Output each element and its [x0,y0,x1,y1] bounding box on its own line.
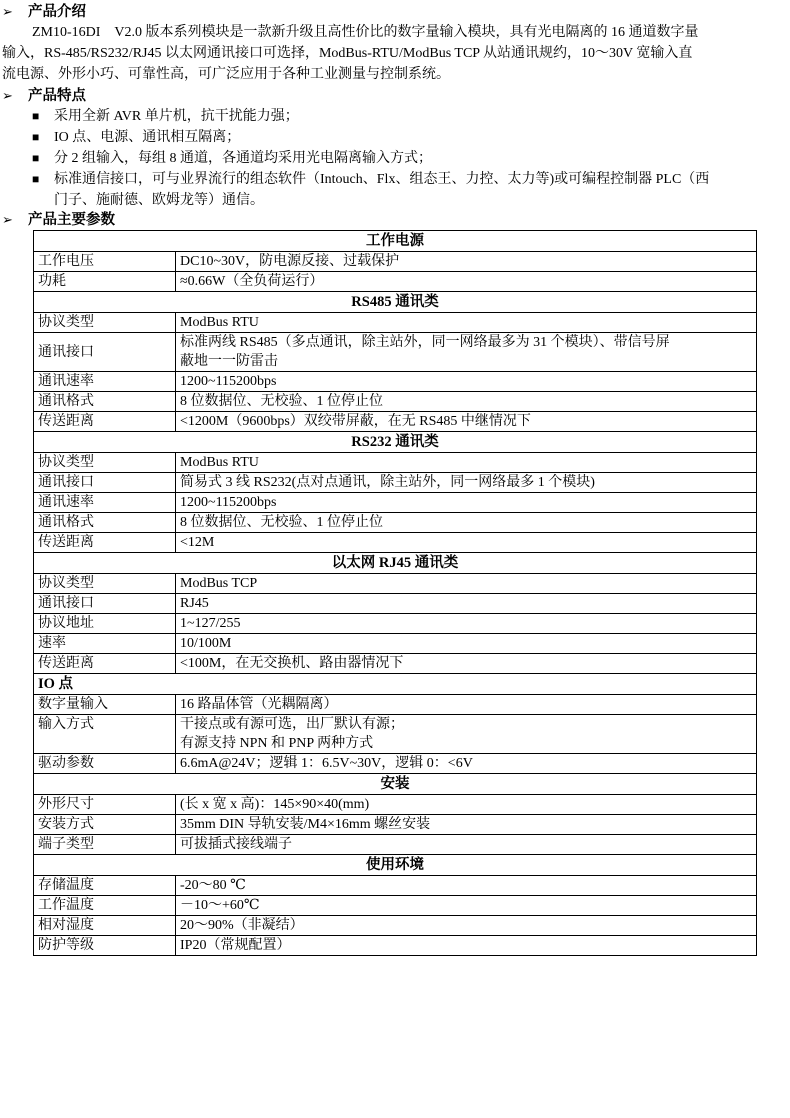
section-heading-params [2,210,115,230]
arrowhead-icon: ➢ [2,212,13,227]
table-row: 通讯速率 1200~115200bps [34,493,757,513]
table-row: 工作温度 －10～+60℃ [34,896,757,916]
spec-table [33,230,757,956]
section-heading-features [2,86,86,106]
table-row: 安装方式 35mm DIN 导轨安装/M4×16mm 螺丝安装 [34,815,757,835]
group-title-io: IO 点 [34,674,757,695]
table-row: 功耗 ≈0.66W（全负荷运行） [34,272,757,292]
table-row: 传送距离 <1200M（9600bps）双绞带屏蔽，在无 RS485 中继情况下 [34,412,757,432]
table-row: 通讯接口 RJ45 [34,594,757,614]
group-title-env: 使用环境 [34,855,757,876]
square-bullet-icon: ■ [32,109,40,123]
square-bullet-icon: ■ [32,151,40,165]
table-row: 相对湿度 20～90%（非凝结） [34,916,757,936]
table-row: 传送距离 <12M [34,533,757,553]
table-row: 防护等级 IP20（常规配置） [34,936,757,956]
table-row: 通讯格式 8 位数据位、无校验、1 位停止位 [34,513,757,533]
feature-item: ■ IO 点、电源、通讯相互隔离； [32,127,240,148]
heading-text: 产品主要参数 [28,212,115,228]
table-row: 协议类型 ModBus RTU [34,453,757,473]
square-bullet-icon: ■ [32,172,40,186]
heading-text: 产品介绍 [28,4,86,20]
feature-item-continuation: 门子、施耐德、欧姆龙等）通信。 [54,193,264,208]
table-row: 通讯速率 1200~115200bps [34,372,757,392]
group-title-power: 工作电源 [34,231,757,252]
group-title-rj45: 以太网 RJ45 通讯类 [34,553,757,574]
arrowhead-icon: ➢ [2,88,13,103]
group-title-rs485: RS485 通讯类 [34,292,757,313]
table-row: 端子类型 可拔插式接线端子 [34,835,757,855]
table-row: 驱动参数 6.6mA@24V；逻辑 1：6.5V~30V，逻辑 0：<6V [34,754,757,774]
table-row: 通讯格式 8 位数据位、无校验、1 位停止位 [34,392,757,412]
feature-item: ■ 分 2 组输入，每组 8 通道，各通道均采用光电隔离输入方式； [32,148,432,169]
table-row: 工作电压 DC10~30V，防电源反接、过载保护 [34,252,757,272]
table-row: 速率 10/100M [34,634,757,654]
section-heading-intro [2,2,86,22]
group-title-install: 安装 [34,774,757,795]
square-bullet-icon: ■ [32,130,40,144]
table-row: 协议类型 ModBus RTU [34,313,757,333]
feature-item: ■ 采用全新 AVR 单片机，抗干扰能力强； [32,106,299,127]
table-row: 通讯接口 标准两线 RS485（多点通讯，除主站外，同一网络最多为 31 个模块）、带信号屏 蔽地一一防雷击 [34,333,757,372]
table-row: 数字量输入 16 路晶体管（光耦隔离） [34,695,757,715]
arrowhead-icon: ➢ [2,4,13,19]
feature-item: ■ 标准通信接口，可与业界流行的组态软件（Intouch、Flx、组态王、力控、太力等)或可编程控制器 PLC（西 [32,169,709,190]
group-title-rs232: RS232 通讯类 [34,432,757,453]
table-row: 存储温度 -20～80 ℃ [34,876,757,896]
table-row: 协议地址 1~127/255 [34,614,757,634]
table-row: 通讯接口 简易式 3 线 RS232(点对点通讯，除主站外，同一网络最多 1 个模块) [34,473,757,493]
table-row: 外形尺寸 (长 x 宽 x 高)：145×90×40(mm) [34,795,757,815]
table-row: 输入方式 干接点或有源可选，出厂默认有源； 有源支持 NPN 和 PNP 两种方式 [34,715,757,754]
heading-text: 产品特点 [28,88,86,104]
intro-line-3: 流电源、外形小巧、可靠性高，可广泛应用于各种工业测量与控制系统。 [2,67,450,82]
table-row: 协议类型 ModBus TCP [34,574,757,594]
intro-line-2: 输入，RS-485/RS232/RJ45 以太网通讯接口可选择，ModBus-RTU/ModBus TCP 从站通讯规约，10～30V 宽输入直 [2,46,693,61]
intro-line-1: ZM10-16DI V2.0 版本系列模块是一款新升级且高性价比的数字量输入模块，具有光电隔离的 16 通道数字量 [32,25,699,40]
table-row: 传送距离 <100M，在无交换机、路由器情况下 [34,654,757,674]
